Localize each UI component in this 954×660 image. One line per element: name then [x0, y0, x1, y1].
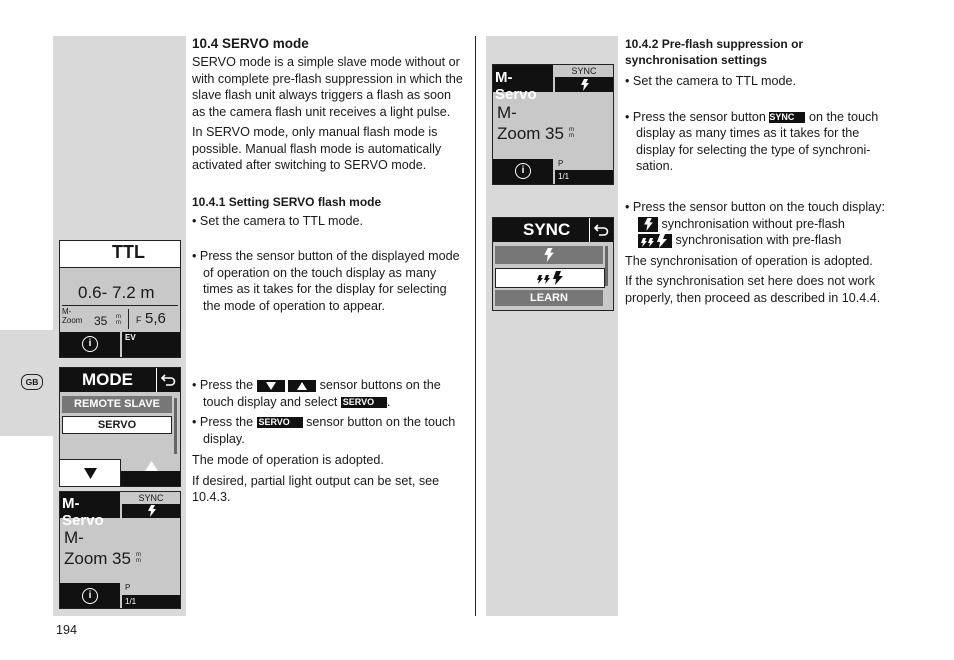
flash-key-icon — [638, 217, 658, 232]
language-badge: GB — [21, 374, 43, 390]
option-line: synchronisation with pre-flash — [625, 232, 900, 249]
info-icon: i — [515, 163, 531, 179]
lcd-zoom-unit: m m — [116, 314, 121, 326]
lcd-mservo-display: M-Servo SYNC M- Zoom 35 m m i P 1/1 — [59, 491, 181, 609]
lcd-f-label: F — [136, 315, 142, 325]
page-number: 194 — [56, 623, 78, 637]
lcd-mservo-title: M-Servo — [62, 495, 104, 529]
bullet-item: • Press the sensor button SYNC on the touch display as many times as it takes for the display for selecting the type of synchroni-sation. — [625, 109, 879, 173]
lcd-sync-title: SYNC — [523, 220, 571, 239]
lcd-mservo-display-2: M-Servo SYNC M- Zoom 35 m m i P 1/1 — [492, 64, 614, 185]
bullet-item: • Press the SERVO sensor button on the touch display. — [192, 415, 456, 446]
up-button[interactable] — [121, 459, 180, 487]
lcd-ttl-title: TTL — [112, 242, 145, 262]
option-line: synchronisation without pre-flash — [625, 216, 900, 233]
sync-chip: SYNC — [769, 112, 805, 123]
paragraph: In SERVO mode, only manual flash mode is possible. Manual flash mode is automatically activated after switching to SERVO mode. — [192, 125, 442, 172]
lcd-ttl-display — [59, 240, 181, 358]
menu-item-servo[interactable]: SERVO — [62, 416, 172, 434]
subsection-heading: 10.4.2 Pre-flash suppression or synchronisation settings — [625, 37, 804, 67]
lcd-mode-header — [60, 368, 180, 392]
paragraph: If the synchronisation set here does not work properly, then proceed as described in 10.4.4. — [625, 274, 881, 305]
lcd-zoom-value: 35 — [112, 549, 131, 568]
paragraph: SERVO mode is a simple slave mode without or with complete pre-flash suppression in which the slave flash unit always triggers a flash as soon as the camera flash unit receives a light pulse. — [192, 55, 463, 119]
lcd-mservo-title: M-Servo — [495, 69, 537, 103]
arrow-down-icon — [84, 468, 97, 479]
servo-chip: SERVO — [341, 397, 387, 408]
lcd-info-button[interactable] — [60, 332, 120, 358]
lcd-ev-button[interactable]: EV — [122, 332, 180, 358]
lcd-f-value: 5,6 — [145, 310, 166, 327]
bullet-item: • Press the sensor buttons on the touch display and select SERVO . — [192, 378, 441, 409]
multi-flash-icon — [536, 271, 566, 285]
lcd-info-button[interactable] — [60, 583, 120, 609]
option-sync-preflash[interactable] — [495, 268, 605, 288]
up-key-icon — [288, 380, 316, 392]
subsection-heading: 10.4.1 Setting SERVO flash mode — [192, 194, 382, 209]
lcd-power-button[interactable]: P 1/1 — [122, 583, 180, 609]
scrollbar[interactable] — [605, 246, 608, 286]
flash-icon — [544, 248, 554, 262]
bullet-item: • Press the sensor button of the displayed mode of operation on the touch display as many times as it takes for the display for selecting the mode of operation to appear. — [192, 249, 460, 313]
lcd-sync-button[interactable]: SYNC — [122, 492, 180, 518]
scrollbar[interactable] — [174, 398, 177, 454]
lcd-power-button[interactable]: P 1/1 — [555, 159, 613, 184]
info-icon: i — [82, 336, 98, 352]
servo-chip: SERVO — [257, 417, 303, 428]
lcd-zoom-label: M- Zoom — [62, 307, 83, 325]
menu-item-remote-slave[interactable]: REMOTE SLAVE — [62, 396, 172, 413]
lcd-mservo-header — [60, 492, 120, 529]
info-icon: i — [82, 588, 98, 604]
lcd-info-button[interactable] — [493, 159, 553, 184]
arrow-up-icon — [145, 461, 158, 471]
back-icon[interactable] — [593, 222, 609, 238]
paragraph: The mode of operation is adopted. — [192, 453, 384, 467]
lcd-mode-display — [59, 367, 181, 487]
paragraph: If desired, partial light output can be set, see 10.4.3. — [192, 473, 440, 504]
back-icon[interactable] — [160, 372, 176, 388]
flash-icon — [581, 79, 589, 91]
lcd-zoom-value: 35 — [545, 124, 564, 143]
multi-flash-key-icon — [638, 234, 672, 248]
lcd-sync-button[interactable]: SYNC — [555, 65, 613, 92]
bullet-item: • Press the sensor button on the touch display: — [625, 200, 885, 214]
down-key-icon — [257, 380, 285, 392]
flash-icon — [148, 505, 156, 517]
bullet-item: • Set the camera to TTL mode. — [625, 74, 797, 88]
lcd-zoom-value: 35 — [94, 314, 108, 328]
lcd-sync-display — [492, 217, 614, 311]
column-divider — [475, 36, 476, 616]
section-heading: 10.4 SERVO mode — [192, 36, 309, 51]
paragraph: The synchronisation of operation is adopted. — [625, 253, 873, 268]
option-sync-no-preflash[interactable] — [495, 246, 603, 264]
down-button[interactable] — [60, 459, 121, 487]
bullet-item: • Set the camera to TTL mode. — [192, 213, 364, 228]
lcd-mode-title: MODE — [82, 370, 133, 389]
lcd-range: 0.6- 7.2 m — [78, 283, 155, 302]
learn-button[interactable]: LEARN — [495, 290, 603, 306]
